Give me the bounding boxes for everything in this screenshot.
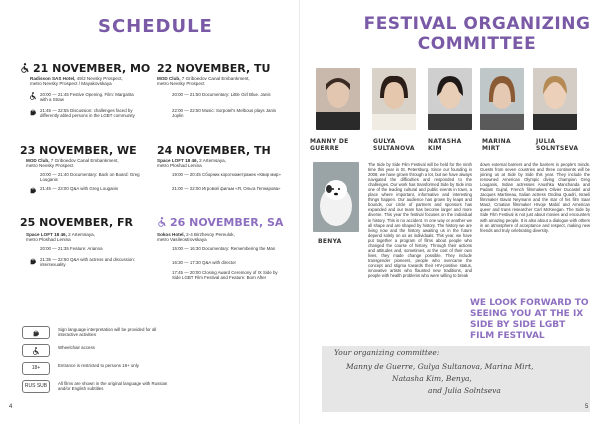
event-title: Сборник короткометражек «Квир мир»: [202, 172, 281, 177]
venue-metro: metro Ploshad Lenina: [157, 163, 202, 169]
day-heading-text: 26 NOVEMBER, SA: [170, 216, 284, 229]
day-heading-text: 21 NOVEMBER, MO: [33, 62, 151, 75]
day-heading-nov24: [157, 144, 271, 157]
legend-text: Sign language interpretation will be provided for all interactive activities: [58, 327, 157, 338]
event-nov22-1: [172, 92, 282, 97]
event-title: Q&A with Greg Louganis: [70, 186, 119, 191]
wheelchair-icon: [29, 92, 37, 100]
title-line-2: COMMITTEE: [417, 34, 537, 54]
page-number-right: 5: [585, 404, 589, 410]
venue-address: 2 Artemsaya,: [199, 158, 226, 163]
venue-nov22: [157, 76, 282, 87]
day-heading-text: 25 NOVEMBER, FR: [20, 216, 133, 229]
signature-line-1: Manny de Guerre, Gulya Sultanova, Marina Mirt,: [346, 362, 534, 371]
page-number-left: 4: [9, 404, 13, 410]
event-title: Q&A with director: [202, 260, 236, 265]
event-nov23-2: [40, 186, 140, 191]
event-time: 17:45 — 20:00: [172, 270, 201, 275]
member-name-gulya: GULYA SULTANOVA: [373, 138, 415, 152]
photo-julia: [533, 68, 577, 130]
event-nov25-1: [40, 246, 140, 251]
venue-name: Space LOFT 18 46,: [26, 232, 67, 237]
venue-metro: metro Nevsky Prospect: [26, 163, 74, 169]
venue-metro: metro Nevsky Prospect: [157, 81, 205, 87]
day-heading-nov21: [20, 62, 150, 75]
legend-row-wheelchair: [22, 342, 262, 358]
event-time: 21:00 — 22:00: [172, 186, 201, 191]
photo-benya-dog: [313, 162, 359, 232]
legend-text: All films are shown in the original language with Russian and/or English subtitles: [58, 381, 168, 392]
event-nov25-2: [40, 257, 140, 267]
member-name-marina: MARINA MIRT: [482, 138, 511, 152]
member-name-manny: MANNY DE GUERRE: [310, 138, 349, 152]
day-heading-text: 23 NOVEMBER, WE: [20, 144, 137, 157]
event-nov21-1: [40, 92, 140, 102]
event-nov26-2: [172, 260, 282, 265]
look-forward-callout: WE LOOK FORWARD TO SEEING YOU AT THE IX SIDE BY SIDE LGBT FILM FESTIVAL: [470, 298, 589, 341]
event-time: 20:00 — 21:50: [172, 92, 201, 97]
age-18-badge: 18+: [22, 362, 50, 375]
event-title: Discussion: challenges faced by differently abled persons in the LGBT community: [40, 108, 135, 119]
intro-text-column-1: The Side by Side Film Festival will be held for the ninth time this year in St. Petersburg. Since our founding in 2008, we have grown through a lot, but we have always navigated the difficulties and responded to the challenges. Our work has transformed Side by Side into one of the leading cultural and public events in town, a place where important, informative and interesting things happen. Our audience has grown by leaps and bounds, our circle of partners and sponsors has expanded and our team has become larger and more diverse. This year the festival focuses on the individual in history. This is no accident. In one way or another we all shape and are shaped by history. The history we are living now and the history awaiting us in the future depend solely on us as individuals. This year, we have put together a program of films about people who changed the course of history. Through their actions and attitudes and, sometimes, at the cost of their own lives, they made change possible. They include transgender pioneers, people who overcame the concept and stigma towards their HIV-positive status, innovative artists who flaunted new traditions, and people with health problems who were willing to break: [368, 162, 472, 279]
legend-text: Wheelchair access: [58, 345, 95, 350]
event-nov26-3: [172, 270, 282, 280]
venue-nov21: [30, 76, 148, 87]
event-time: 21:45 — 22:55: [40, 108, 69, 113]
venue-address: 7 Griboedov Canal Embankment,: [181, 76, 250, 81]
event-title: Игровой фильм «Я, Ольга Гепнарова»: [202, 186, 281, 191]
hand-sign-icon: [29, 186, 37, 194]
hand-sign-icon: [22, 326, 50, 339]
venue-name: Sokos Hotel,: [157, 232, 185, 237]
venue-name: Space LOFT 18 46,: [157, 158, 198, 163]
signature-line-3: and Julia Solntseva: [428, 386, 501, 395]
event-time: 20:00 — 21:40: [40, 172, 69, 177]
event-nov21-2: [40, 108, 140, 118]
venue-nov26: [157, 232, 282, 243]
venue-nov25: [26, 232, 146, 243]
event-title: Feature: Arianna: [70, 246, 103, 251]
accessibility-legend: [22, 324, 262, 396]
day-heading-text: 22 NOVEMBER, TU: [157, 62, 271, 75]
venue-metro: metro Vasileostrovskaya: [157, 237, 207, 243]
photo-gulya: [372, 68, 416, 130]
hand-sign-icon: [29, 257, 37, 265]
rus-sub-badge: RUS SUB: [22, 380, 50, 393]
event-time: 16:30 — 17:30: [172, 260, 201, 265]
day-heading-nov25: [20, 216, 133, 229]
title-line-1: FESTIVAL ORGANIZING: [363, 14, 591, 34]
venue-metro: metro Ploshad Lenina: [26, 237, 71, 243]
day-heading-text: 24 NOVEMBER, TH: [157, 144, 271, 157]
photo-marina: [480, 68, 524, 130]
venue-nov23: [26, 158, 146, 169]
event-time: 20:00 — 21:45: [40, 92, 69, 97]
legend-row-sign-language: [22, 324, 262, 340]
venue-address: 7 Griboedov Canal Embankment,: [50, 158, 119, 163]
legend-row-age: [22, 360, 262, 376]
event-time: 15:00 — 16:30: [172, 246, 201, 251]
day-heading-nov26: [157, 216, 283, 229]
member-name-julia: JULIA SOLNTSEVA: [536, 138, 579, 152]
event-nov24-1: [172, 172, 282, 177]
committee-title: [362, 14, 592, 54]
day-heading-nov23: [20, 144, 137, 157]
photo-natasha: [428, 68, 472, 130]
schedule-title: SCHEDULE: [98, 16, 213, 37]
wheelchair-icon: [20, 63, 30, 73]
day-heading-nov22: [157, 62, 270, 75]
event-nov24-2: [172, 186, 282, 191]
venue-nov24: [157, 158, 282, 169]
event-time: 19:00 — 20:45: [172, 172, 201, 177]
venue-metro: metro Nevsky Prospect / Mayakovskaya: [30, 81, 112, 87]
event-title: Documentary: Back on Board: Greg Louganis: [40, 172, 140, 183]
legend-row-subtitles: [22, 378, 262, 394]
legend-text: Entrance is restricted to persons 18+ only: [58, 363, 139, 368]
event-time: 21:35 — 22:50: [40, 257, 69, 262]
venue-address: 2-4 Birzhevoy Pereulok,: [186, 232, 235, 237]
event-nov26-1: [172, 246, 282, 251]
hand-sign-icon: [29, 108, 37, 116]
event-nov23-1: [40, 172, 140, 182]
wheelchair-icon: [22, 344, 50, 357]
event-title: Festive Opening. Film: Margarita with a Straw: [40, 92, 134, 103]
venue-address: 2 Artemsaya,: [68, 232, 95, 237]
dog-name-label: BENYA: [318, 238, 342, 245]
event-time: 20:00 — 21:35: [40, 246, 69, 251]
venue-address: 49/2 Nevsky Prospect,: [76, 76, 123, 81]
event-title: Music: Sorpotel's Melbous plays Janis Joplin: [172, 108, 277, 119]
photo-manny: [316, 68, 360, 130]
event-nov22-2: [172, 108, 282, 118]
member-name-natasha: NATASHA KIM: [428, 138, 462, 152]
venue-name: MOD Club,: [157, 76, 181, 81]
event-time: 21:45 — 23:00: [40, 186, 69, 191]
event-title: Documentary: Little Girl Blue. Janis: [202, 92, 271, 97]
event-title: Closing Award Ceremony of IX Side by Side LGBT Film Festival and Feature: Born After: [172, 270, 278, 281]
event-title: Q&A with actress and discussion: intersexuality: [40, 257, 135, 268]
venue-name: MOD Club,: [26, 158, 50, 163]
wheelchair-icon: [157, 217, 167, 227]
event-title: Documentary: Remembering the Man: [202, 246, 276, 251]
signature-line-2: Natasha Kim, Benya,: [392, 374, 472, 383]
intro-text-column-2: down external barriers and the barriers in people's minds. Guests from seven countries and three continents will be joining us at Side by Side this year. They include the renowned American Olympic diving champion Greg Louganis, Indian actresses Anushka Manchanda and Padam Gujral, French filmmakers Olivier Ducastel and Jacques Martineau, Italian actress Ondina Quadri, Israeli filmmaker Bavat Neymann and the star of his film Saar Maoz, Croatian filmmaker Hrvoje Mabić and American queer and trans researcher Carl McKeegan. The Side by Side Film Festival is not just about movies and encounters with amazing people. It is also about a dialogue with others in an atmosphere of acceptance and respect, making new friends and truly celebrating diversity.: [480, 162, 590, 233]
signature-title: Your organizing committee:: [334, 348, 440, 357]
event-time: 22:00 — 22:50: [172, 108, 201, 113]
venue-name: Radisson SAS Hotel,: [30, 76, 76, 81]
